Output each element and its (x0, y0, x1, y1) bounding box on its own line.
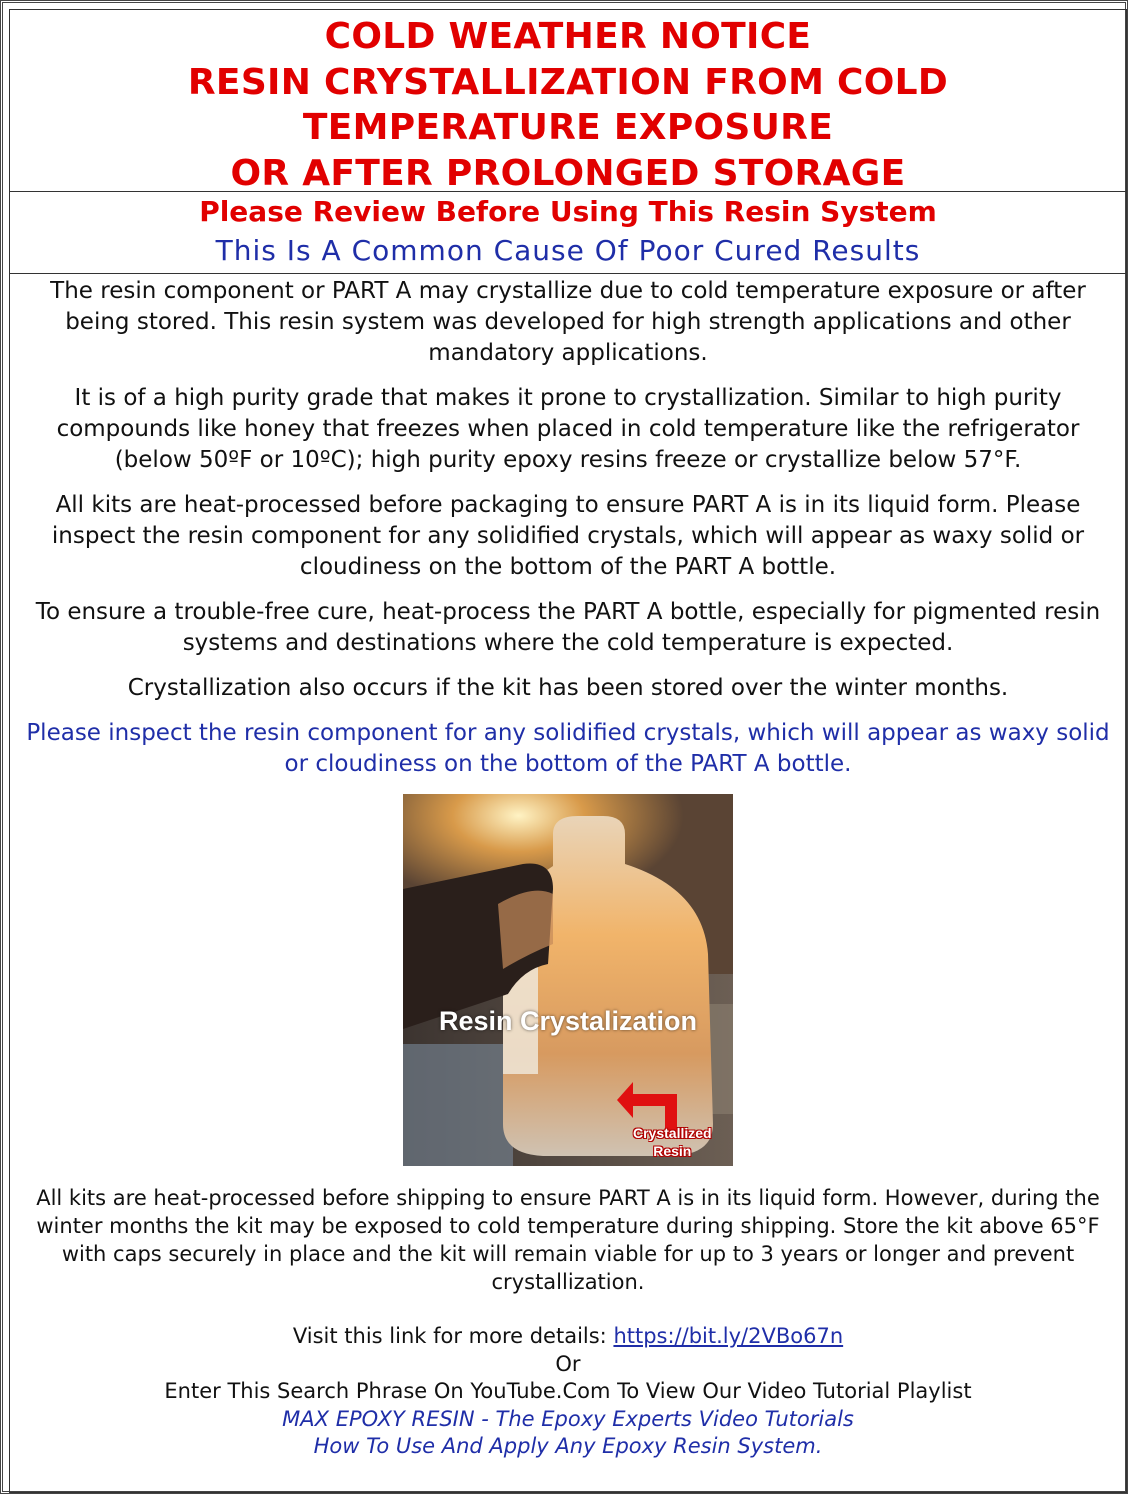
paragraph-winter-storage: Crystallization also occurs if the kit has been stored over the winter months. (127, 675, 1009, 701)
notice-header (10, 10, 1126, 192)
review-heading: Please Review Before Using This Resin System (199, 195, 937, 228)
header-line-4: OR AFTER PROLONGED STORAGE (230, 152, 906, 194)
paragraph-purity: It is of a high purity grade that makes it prone to crystallization. Similar to high purity compounds like honey that freezes when placed in cold temperature like the refrigerator (below 50ºF or 10ºC); high purity epoxy resins freeze or crystallize below 57°F. (56, 385, 1080, 473)
header-line-2: RESIN CRYSTALLIZATION FROM COLD (187, 61, 949, 103)
common-cause-heading: This Is A Common Cause Of Poor Cured Results (215, 234, 921, 267)
details-link[interactable]: https://bit.ly/2VBo67n (613, 1324, 844, 1348)
crystallization-photo (403, 794, 733, 1166)
paragraph-inspect-highlight: Please inspect the resin component for any solidified crystals, which will appear as waxy solid or cloudiness on the bottom of the PART A bottle. (26, 720, 1110, 777)
visit-line (18, 1323, 1118, 1351)
search-phrase-line-1: MAX EPOXY RESIN - The Epoxy Experts Video Tutorials (282, 1406, 854, 1431)
crystallized-resin-label (633, 1124, 712, 1160)
photo-caption: Resin Crystalization (438, 1006, 698, 1036)
notice-body (10, 274, 1126, 1494)
visit-prefix: Visit this link for more details: (292, 1324, 614, 1348)
paragraph-heat-processed: All kits are heat-processed before packaging to ensure PART A is in its liquid form. Please inspect the resin component for any solidified crystals, which will appear as waxy solid or cloudiness on the bottom of the PART A bottle. (51, 492, 1085, 580)
photo-illustration (403, 794, 733, 1166)
header-line-3: TEMPERATURE EXPOSURE (302, 107, 834, 148)
header-title: COLD WEATHER NOTICE (324, 16, 812, 57)
or-text: Or (555, 1351, 581, 1376)
shipping-paragraph: All kits are heat-processed before shipping to ensure PART A is in its liquid form. However, during the winter months the kit may be exposed to cold temperature during shipping. Store the kit above 65°F with caps securely in place and the kit will remain viable for up to 3 years or longer and prevent crystallization. (36, 1186, 1100, 1294)
paragraph-trouble-free: To ensure a trouble-free cure, heat-process the PART A bottle, especially for pigmented resin systems and destinations where the cold temperature is expected. (35, 599, 1101, 656)
label-line-1: Crystallized (633, 1125, 712, 1141)
search-phrase-line-2: How To Use And Apply Any Epoxy Resin System. (313, 1434, 823, 1458)
footer-section (18, 1323, 1118, 1461)
youtube-search-instruction: Enter This Search Phrase On YouTube.Com To View Our Video Tutorial Playlist (164, 1379, 972, 1403)
label-line-2: Resin (653, 1143, 692, 1159)
notice-subheader (10, 192, 1126, 274)
notice-table (9, 9, 1127, 1493)
paragraph-crystallize: The resin component or PART A may crystallize due to cold temperature exposure or after being stored. This resin system was developed for high strength applications and other mandatory applications. (50, 278, 1086, 366)
